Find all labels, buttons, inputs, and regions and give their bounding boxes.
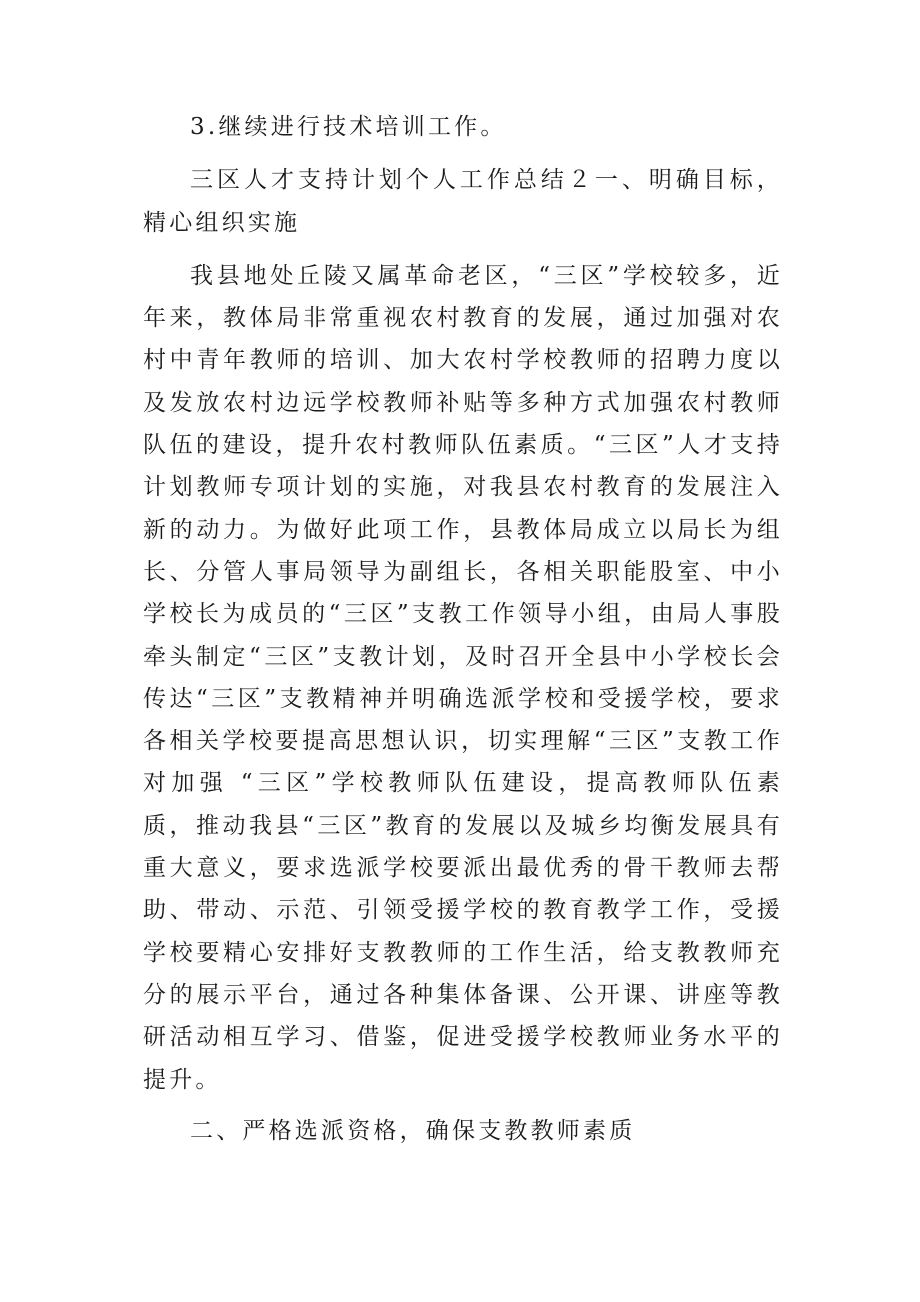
document-body	[143, 106, 783, 1152]
paragraph-body: 我县地处丘陵又属革命老区，“三区”学校较多，近年来，教体局非常重视农村教育的发展，通过加强对农村中青年教师的培训、加大农村学校教师的招聘力度以及发放农村边远学校教师补贴等多种方式加强农村教师队伍的建设，提升农村教师队伍素质。“三区”人才支持计划教师专项计划的实施，对我县农村教育的发展注入新的动力。为做好此项工作，县教体局成立以局长为组长、分管人事局领导为副组长，各相关职能股室、中小学校长为成员的“三区”支教工作领导小组，由局人事股牵头制定“三区”支教计划，及时召开全县中小学校长会传达“三区”支教精神并明确选派学校和受援学校，要求各相关学校要提高思想认识，切实理解“三区”支教工作对加强 “三区”学校教师队伍建设，提高教师队伍素质，推动我县“三区”教育的发展以及城乡均衡发展具有重大意义，要求选派学校要派出最优秀的骨干教师去帮助、带动、示范、引领受援学校的教育教学工作，受援学校要精心安排好支教教师的工作生活，给支教教师充分的展示平台，通过各种集体备课、公开课、讲座等教研活动相互学习、借鉴，促进受援学校教师业务水平的提升。	[143, 262, 783, 1093]
paragraph-section-heading-one: 三区人才支持计划个人工作总结２一、明确目标，精心组织实施	[143, 167, 783, 236]
paragraph-training-item: 3.继续进行技术培训工作。	[190, 114, 507, 140]
paragraph-section-heading-two: 二、严格选派资格，确保支教教师素质	[190, 1117, 636, 1144]
